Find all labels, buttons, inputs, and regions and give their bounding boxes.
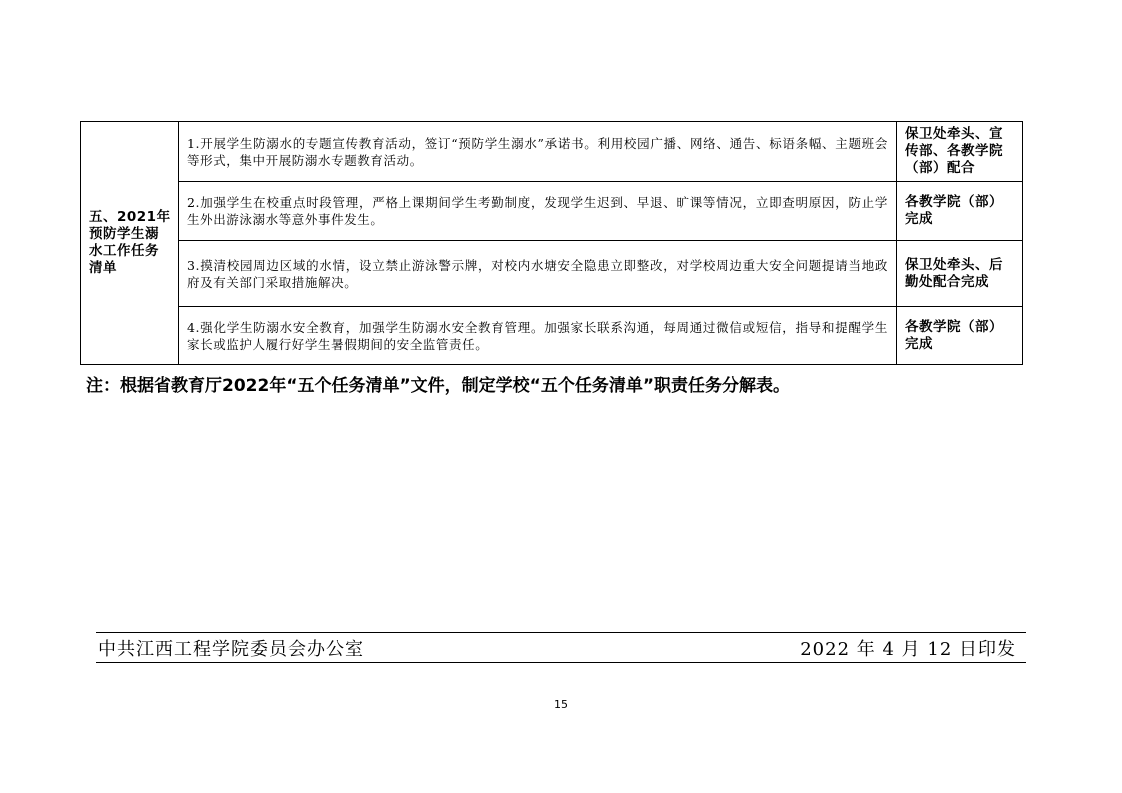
table-row — [81, 241, 1023, 307]
responsible-cell: 保卫处牵头、宣传部、各教学院（部）配合 — [897, 122, 1023, 182]
responsible-cell: 各教学院（部）完成 — [897, 182, 1023, 241]
footer-bottom-rule — [96, 662, 1026, 663]
table-row — [81, 122, 1023, 182]
table-row — [81, 307, 1023, 365]
footer-issue-date: 2022 年 4 月 12 日印发 — [800, 639, 1016, 660]
table-row — [81, 182, 1023, 241]
table-note: 注：根据省教育厅2022年“五个任务清单”文件，制定学校“五个任务清单”职责任务分解表。 — [86, 376, 791, 396]
footer-issuer: 中共江西工程学院委员会办公室 — [98, 639, 364, 660]
task-cell: 2.加强学生在校重点时段管理，严格上课期间学生考勤制度，发现学生迟到、早退、旷课等情况，立即查明原因，防止学生外出游泳溺水等意外事件发生。 — [179, 182, 897, 241]
responsible-cell: 各教学院（部）完成 — [897, 307, 1023, 365]
page-number: 15 — [554, 698, 568, 711]
task-list-table — [80, 121, 1023, 365]
category-cell: 五、2021年预防学生溺水工作任务清单 — [81, 122, 179, 365]
task-cell: 4.强化学生防溺水安全教育，加强学生防溺水安全教育管理。加强家长联系沟通，每周通过微信或短信，指导和提醒学生家长或监护人履行好学生暑假期间的安全监管责任。 — [179, 307, 897, 365]
footer-top-rule — [96, 632, 1026, 633]
task-cell: 3.摸清校园周边区域的水情，设立禁止游泳警示牌，对校内水塘安全隐患立即整改，对学校周边重大安全问题提请当地政府及有关部门采取措施解决。 — [179, 241, 897, 307]
responsible-cell: 保卫处牵头、后勤处配合完成 — [897, 241, 1023, 307]
task-cell: 1.开展学生防溺水的专题宣传教育活动，签订“预防学生溺水”承诺书。利用校园广播、网络、通告、标语条幅、主题班会等形式，集中开展防溺水专题教育活动。 — [179, 122, 897, 182]
